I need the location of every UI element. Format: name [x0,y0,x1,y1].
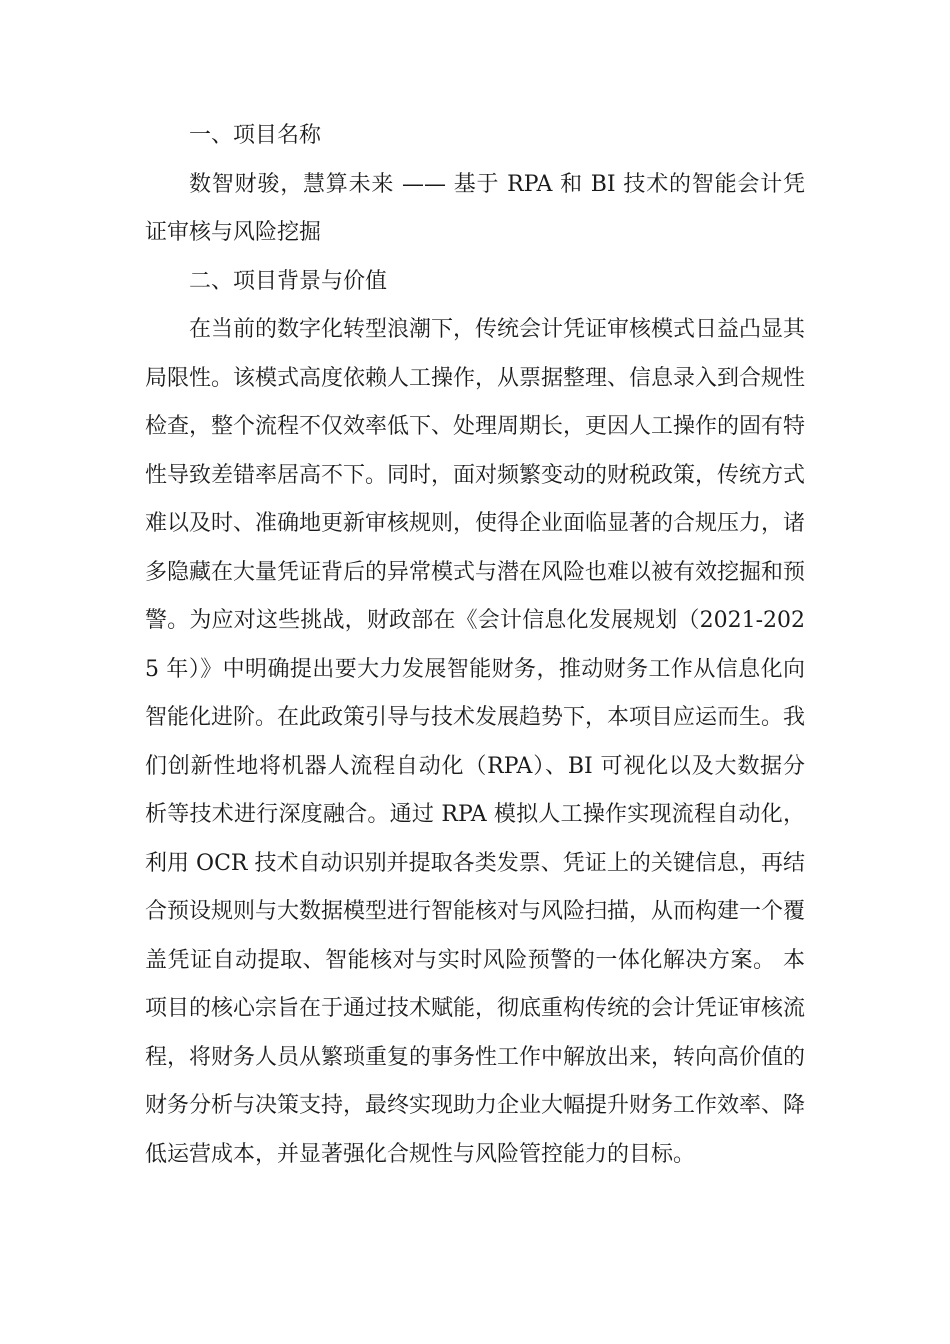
section-heading-project-name: 一、项目名称 [189,123,322,148]
background-paragraph: 在当前的数字化转型浪潮下，传统会计凭证审核模式日益凸显其局限性。该模式高度依赖人工操作，从票据整理、信息录入到合规性检查，整个流程不仅效率低下、处理周期长，更因人工操作的固有特性导致差错率居高不下。同时，面对频繁变动的财税政策，传统方式难以及时、准确地更新审核规则，使得企业面临显著的合规压力，诸多隐藏在大量凭证背后的异常模式与潜在风险也难以被有效挖掘和预警。为应对这些挑战，财政部在《会计信息化发展规划（2021-2025 年）》中明确提出要大力发展智能财务，推动财务工作从信息化向智能化进阶。在此政策引导与技术发展趋势下，本项目应运而生。我们创新性地将机器人流程自动化（RPA）、BI 可视化以及大数据分析等技术进行深度融合。通过 RPA 模拟人工操作实现流程自动化，利用 OCR 技术自动识别并提取各类发票、凭证上的关键信息，再结合预设规则与大数据模型进行智能核对与风险扫描，从而构建一个覆盖凭证自动提取、智能核对与实时风险预警的一体化解决方案。 本项目的核心宗旨在于通过技术赋能，彻底重构传统的会计凭证审核流程，将财务人员从繁琐重复的事务性工作中解放出来，转向高价值的财务分析与决策支持，最终实现助力企业大幅提升财务工作效率、降低运营成本，并显著强化合规性与风险管控能力的目标。 [145,317,806,1167]
document-body [145,112,805,1179]
section-heading-background: 二、项目背景与价值 [189,268,388,294]
project-title-paragraph: 数智财骏，慧算未来 —— 基于 RPA 和 BI 技术的智能会计凭证审核与风险挖掘 [145,171,805,245]
